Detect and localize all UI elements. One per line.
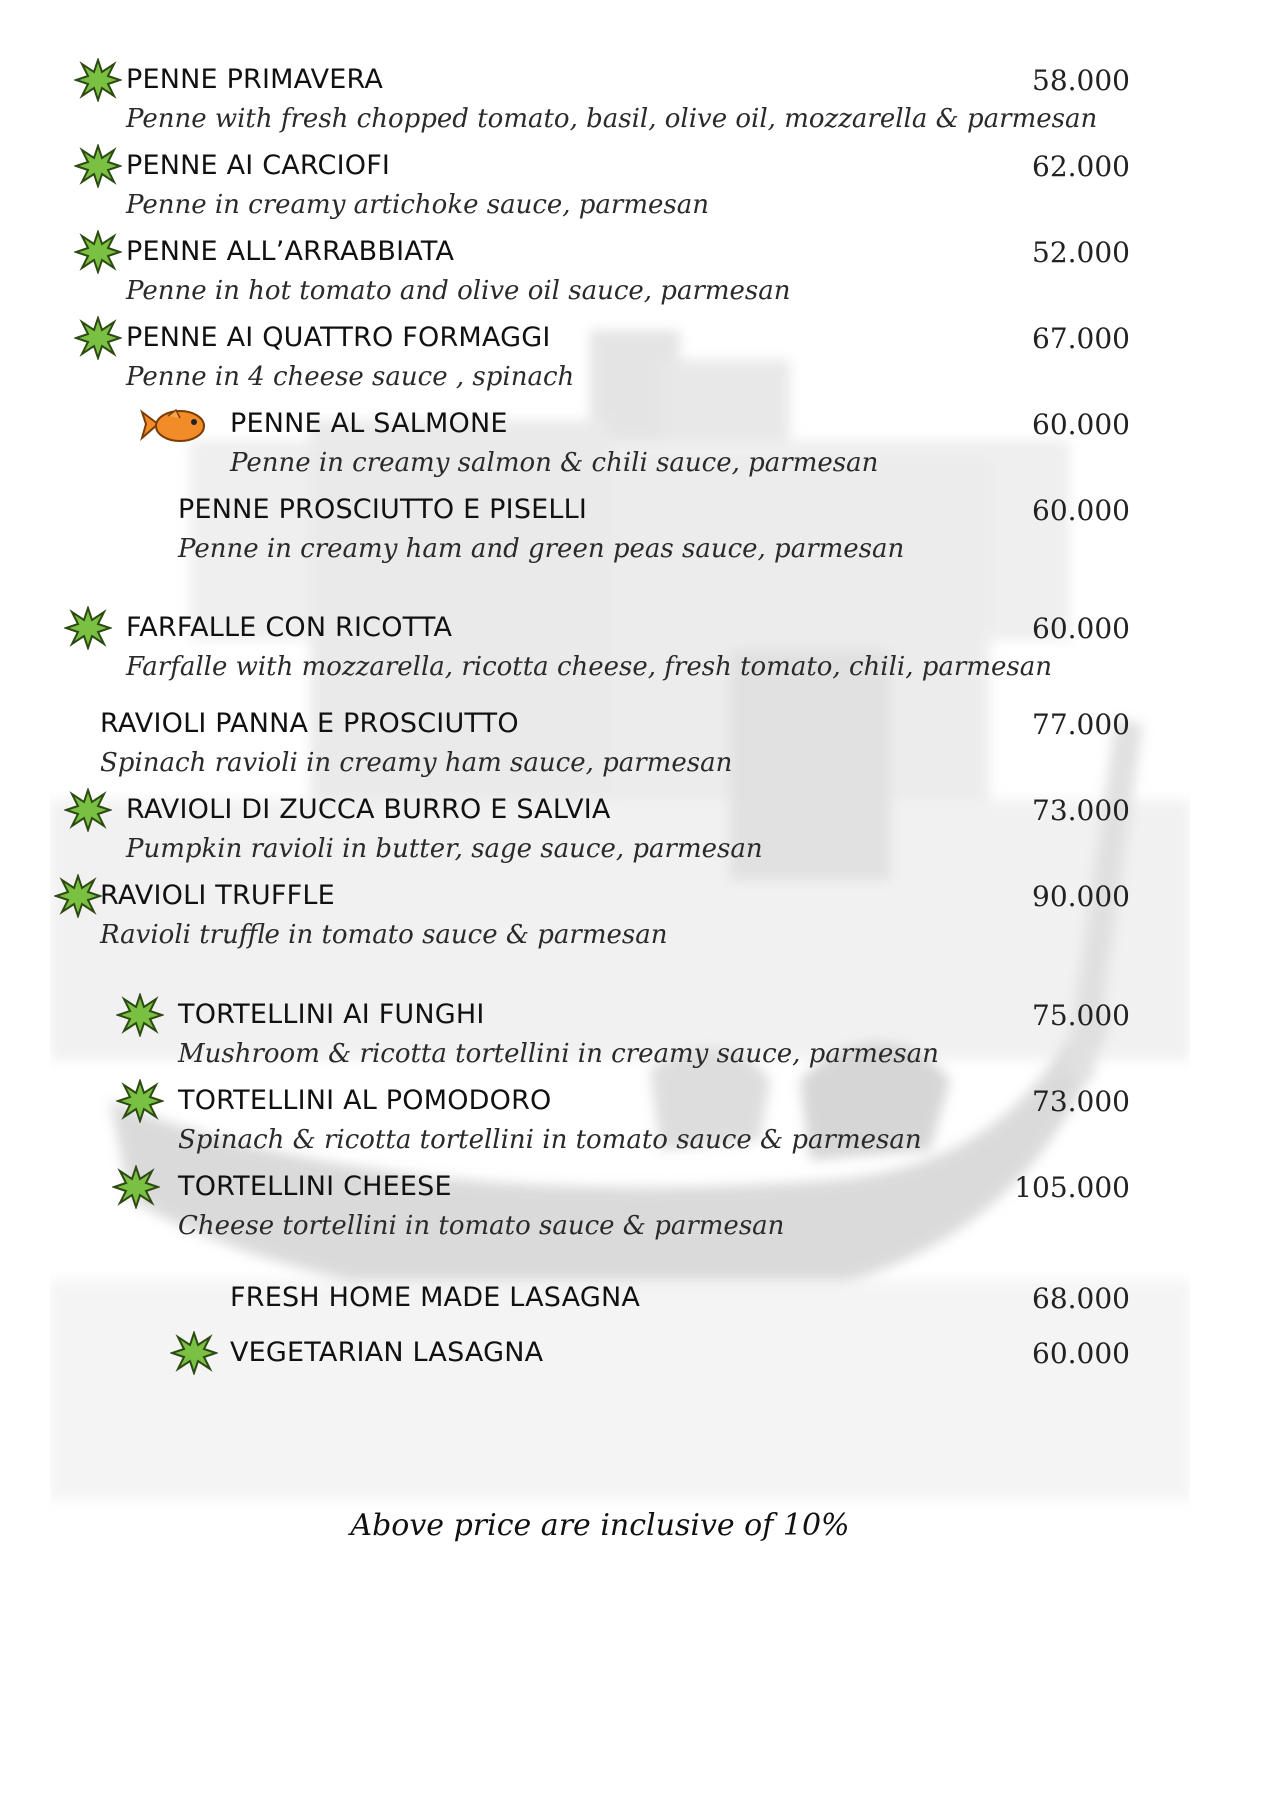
dish-description: Spinach & ricotta tortellini in tomato sauce & parmesan bbox=[178, 1125, 922, 1155]
vegetarian-leaf-icon bbox=[116, 1079, 164, 1123]
dish-description: Cheese tortellini in tomato sauce & parmesan bbox=[178, 1211, 785, 1241]
dish-price: 62.000 bbox=[1032, 150, 1130, 183]
vegetarian-leaf-icon bbox=[74, 58, 122, 102]
dish-price: 58.000 bbox=[1032, 64, 1130, 97]
dish-name: TORTELLINI CHEESE bbox=[178, 1171, 452, 1202]
dish-price: 73.000 bbox=[1032, 794, 1130, 827]
menu-item-penne-al-salmone bbox=[60, 408, 1130, 488]
vegetarian-leaf-icon bbox=[64, 788, 112, 832]
dish-name: TORTELLINI AL POMODORO bbox=[178, 1085, 552, 1116]
dish-name: FARFALLE CON RICOTTA bbox=[126, 612, 453, 643]
menu-item-penne-arrabbiata bbox=[60, 236, 1130, 316]
dish-name: PENNE AL SALMONE bbox=[230, 408, 508, 439]
dish-price: 73.000 bbox=[1032, 1085, 1130, 1118]
dish-name: PENNE PROSCIUTTO E PISELLI bbox=[178, 494, 588, 525]
menu-item-penne-ai-carciofi bbox=[60, 150, 1130, 230]
dish-price: 105.000 bbox=[1014, 1171, 1130, 1204]
vegetarian-leaf-icon bbox=[54, 874, 102, 918]
vegetarian-leaf-icon bbox=[74, 230, 122, 274]
dish-price: 68.000 bbox=[1032, 1282, 1130, 1315]
vegetarian-leaf-icon bbox=[170, 1331, 218, 1375]
vegetarian-leaf-icon bbox=[64, 606, 112, 650]
dish-name: VEGETARIAN LASAGNA bbox=[230, 1337, 544, 1368]
dish-description: Spinach ravioli in creamy ham sauce, parmesan bbox=[100, 748, 733, 778]
menu-item-tortellini-al-pomodoro bbox=[60, 1085, 1130, 1165]
dish-description: Ravioli truffle in tomato sauce & parmesan bbox=[100, 920, 668, 950]
dish-price: 90.000 bbox=[1032, 880, 1130, 913]
dish-price: 60.000 bbox=[1032, 494, 1130, 527]
dish-price: 77.000 bbox=[1032, 708, 1130, 741]
dish-price: 60.000 bbox=[1032, 612, 1130, 645]
dish-name: PENNE PRIMAVERA bbox=[126, 64, 384, 95]
dish-price: 60.000 bbox=[1032, 1337, 1130, 1370]
dish-name: TORTELLINI AI FUNGHI bbox=[178, 999, 485, 1030]
dish-description: Penne with fresh chopped tomato, basil, olive oil, mozzarella & parmesan bbox=[126, 104, 1098, 134]
dish-description: Penne in creamy salmon & chili sauce, parmesan bbox=[230, 448, 879, 478]
dish-name: PENNE ALL’ARRABBIATA bbox=[126, 236, 455, 267]
dish-description: Farfalle with mozzarella, ricotta cheese, fresh tomato, chili, parmesan bbox=[126, 652, 1052, 682]
vegetarian-leaf-icon bbox=[112, 1165, 160, 1209]
vegetarian-leaf-icon bbox=[116, 993, 164, 1037]
price-footnote: Above price are inclusive of 10% bbox=[350, 1508, 850, 1543]
dish-description: Pumpkin ravioli in butter, sage sauce, parmesan bbox=[126, 834, 763, 864]
dish-description: Penne in creamy ham and green peas sauce, parmesan bbox=[178, 534, 905, 564]
menu-item-penne-primavera bbox=[60, 64, 1130, 144]
dish-name: PENNE AI QUATTRO FORMAGGI bbox=[126, 322, 551, 353]
dish-name: RAVIOLI TRUFFLE bbox=[100, 880, 335, 911]
fish-icon bbox=[138, 404, 208, 448]
menu-item-farfalle-con-ricotta bbox=[60, 612, 1130, 692]
menu-item-ravioli-di-zucca bbox=[60, 794, 1130, 874]
dish-name: RAVIOLI PANNA E PROSCIUTTO bbox=[100, 708, 519, 739]
menu-item-ravioli-panna-prosciutto bbox=[60, 708, 1130, 788]
menu-item-vegetarian-lasagna bbox=[60, 1337, 1130, 1377]
menu-item-tortellini-cheese bbox=[60, 1171, 1130, 1251]
dish-description: Penne in hot tomato and olive oil sauce, parmesan bbox=[126, 276, 791, 306]
dish-description: Mushroom & ricotta tortellini in creamy sauce, parmesan bbox=[178, 1039, 939, 1069]
menu-item-fresh-lasagna bbox=[60, 1282, 1130, 1322]
dish-name: RAVIOLI DI ZUCCA BURRO E SALVIA bbox=[126, 794, 611, 825]
menu-item-ravioli-truffle bbox=[60, 880, 1130, 960]
dish-price: 52.000 bbox=[1032, 236, 1130, 269]
vegetarian-leaf-icon bbox=[74, 144, 122, 188]
dish-price: 60.000 bbox=[1032, 408, 1130, 441]
menu-item-tortellini-ai-funghi bbox=[60, 999, 1130, 1079]
menu-item-penne-quattro-formaggi bbox=[60, 322, 1130, 402]
dish-description: Penne in creamy artichoke sauce, parmesan bbox=[126, 190, 709, 220]
dish-price: 67.000 bbox=[1032, 322, 1130, 355]
dish-name: PENNE AI CARCIOFI bbox=[126, 150, 391, 181]
vegetarian-leaf-icon bbox=[74, 316, 122, 360]
dish-price: 75.000 bbox=[1032, 999, 1130, 1032]
menu-item-penne-prosciutto-piselli bbox=[60, 494, 1130, 574]
dish-name: FRESH HOME MADE LASAGNA bbox=[230, 1282, 641, 1313]
dish-description: Penne in 4 cheese sauce , spinach bbox=[126, 362, 575, 392]
